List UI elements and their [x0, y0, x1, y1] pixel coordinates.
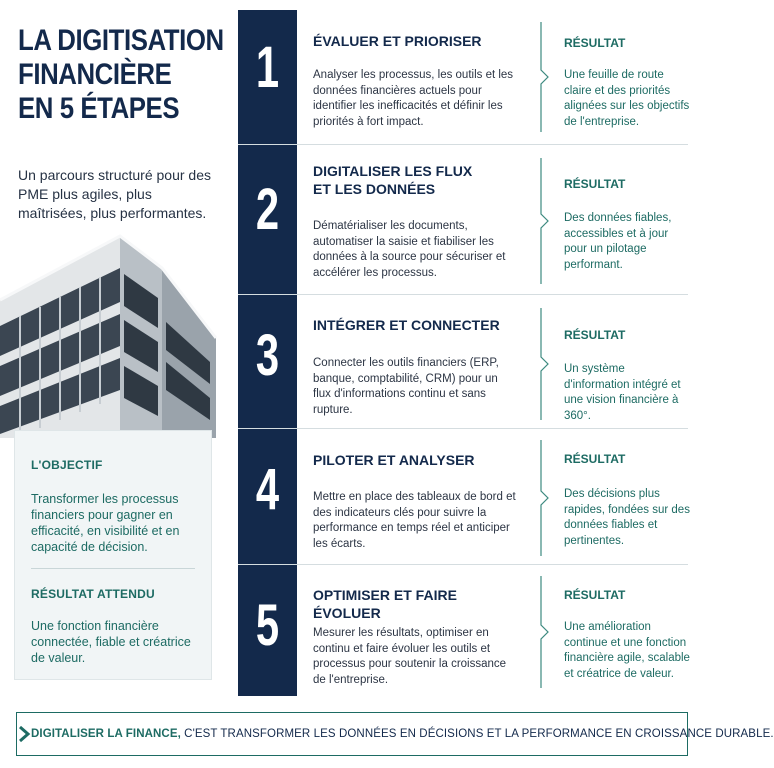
- step-title: [313, 32, 523, 50]
- result-text: Une amélioration continue et une fonction financière agile, scalable et créatrice de valeur.: [564, 621, 690, 680]
- footer-emphasis: DIGITALISER LA FINANCE,: [31, 728, 181, 740]
- result-label: RÉSULTAT: [564, 36, 626, 50]
- step-description: Dématérialiser les documents, automatiser la saisie et fiabiliser les données à la source pour sécuriser et accélérer les processus.: [313, 220, 506, 279]
- step-title: [313, 316, 523, 334]
- page-title: [18, 24, 238, 126]
- step-title: [313, 451, 523, 469]
- building-illustration: [0, 228, 222, 438]
- result-text: Des décisions plus rapides, fondées sur des données fiables et pertinentes.: [564, 488, 690, 547]
- step-title: [313, 162, 523, 198]
- expected-result-text: Une fonction financière connectée, fiable et créatrice de valeur.: [31, 619, 191, 665]
- step-divider: [238, 564, 688, 565]
- result-bracket-icon: [540, 22, 550, 132]
- result-text: Des données fiables, accessibles et à jour pour un pilotage performant.: [564, 212, 672, 271]
- step-divider: [238, 294, 688, 295]
- result-bracket-icon: [540, 576, 550, 688]
- step-title-line: INTÉGRER ET CONNECTER: [313, 317, 500, 333]
- step-number: 4: [255, 457, 280, 522]
- footer-text: [31, 728, 774, 740]
- objective-text: Transformer les processus financiers pour gagner en efficacité, en visibilité et en capacité de décision.: [31, 492, 180, 554]
- step-title: [313, 586, 523, 622]
- result-text: Un système d'information intégré et une vision financière à 360°.: [564, 363, 681, 422]
- chevron-right-icon: [17, 725, 31, 743]
- step-number: 5: [255, 593, 280, 658]
- step-title-line: DIGITALISER LES FLUX: [313, 163, 473, 179]
- objective-divider: [31, 568, 195, 569]
- intro-text: Un parcours structuré pour des PME plus agiles, plus maîtrisées, plus performantes.: [18, 167, 211, 221]
- step-description: Connecter les outils financiers (ERP, banque, comptabilité, CRM) pour un flux d'informations continu et sans rupture.: [313, 357, 499, 416]
- step-title-line: PILOTER ET ANALYSER: [313, 452, 475, 468]
- objective-panel: [14, 430, 212, 680]
- result-label: RÉSULTAT: [564, 452, 626, 466]
- step-title-line: ÉVALUER ET PRIORISER: [313, 33, 482, 49]
- step-description: Analyser les processus, les outils et les données financières actuels pour identifier les inefficacités et définir les priorités à fort impact.: [313, 69, 514, 128]
- step-number: 3: [255, 323, 280, 388]
- step-title-line: ET LES DONNÉES: [313, 181, 436, 197]
- footer-rest: C'EST TRANSFORMER LES DONNÉES EN DÉCISIONS ET LA PERFORMANCE EN CROISSANCE DURABLE.: [180, 728, 774, 740]
- result-bracket-icon: [540, 158, 550, 284]
- result-text: Une feuille de route claire et des priorités alignées sur les objectifs de l'entreprise.: [564, 69, 690, 128]
- title-line: FINANCIÈRE: [18, 58, 172, 91]
- step-divider: [238, 144, 688, 145]
- step-number: 1: [255, 35, 280, 100]
- result-label: RÉSULTAT: [564, 588, 626, 602]
- result-label: RÉSULTAT: [564, 328, 626, 342]
- result-bracket-icon: [540, 440, 550, 556]
- step-description: Mesurer les résultats, optimiser en continu et faire évoluer les outils et processus pour soutenir la croissance de l'entreprise.: [313, 627, 507, 686]
- result-bracket-icon: [540, 308, 550, 420]
- footer-banner: [16, 712, 774, 756]
- result-label: RÉSULTAT: [564, 177, 626, 191]
- step-number: 2: [255, 177, 280, 242]
- title-line: EN 5 ÉTAPES: [18, 92, 180, 125]
- objective-label: L'OBJECTIF: [31, 458, 103, 472]
- step-title-line: OPTIMISER ET FAIRE ÉVOLUER: [313, 587, 457, 621]
- expected-result-label: RÉSULTAT ATTENDU: [31, 587, 155, 601]
- step-description: Mettre en place des tableaux de bord et des indicateurs clés pour suivre la performance en temps réel et anticiper les écarts.: [313, 491, 516, 550]
- step-divider: [238, 428, 688, 429]
- title-line: LA DIGITISATION: [18, 24, 224, 57]
